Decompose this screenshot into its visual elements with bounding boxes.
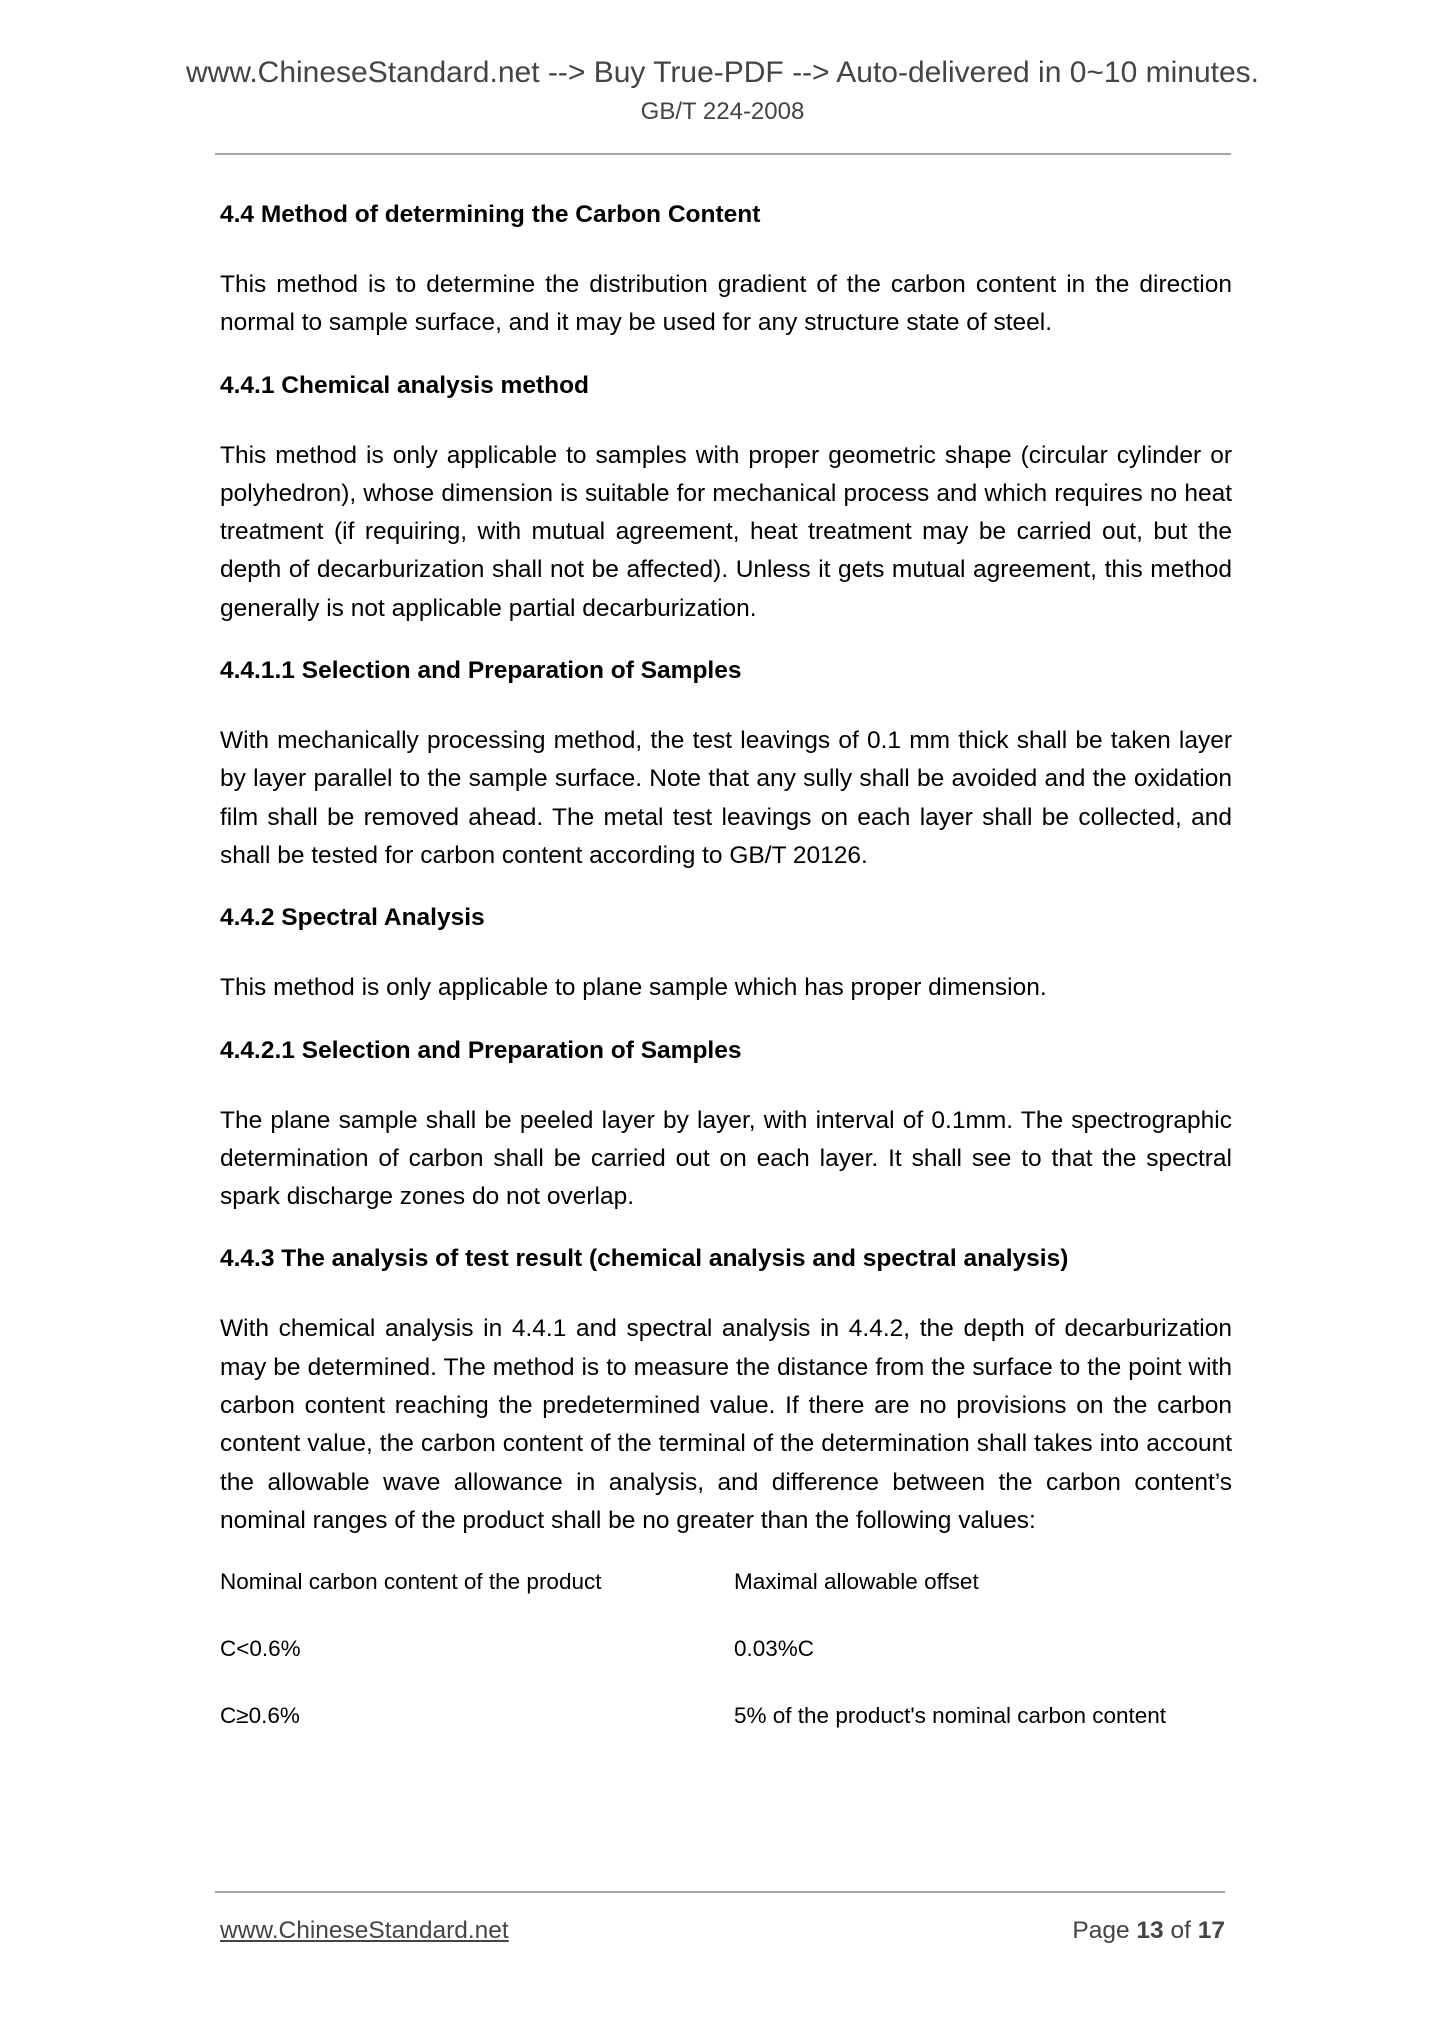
page-of: of [1170,1917,1191,1944]
page-prefix: Page [1072,1917,1130,1944]
table-cell: 0.03%C [734,1636,815,1662]
table-header-row [220,1568,1232,1635]
page-content [220,200,1232,1769]
section-4-4-2-1 [220,1036,1232,1217]
table-cell: C<0.6% [220,1636,301,1662]
section-paragraph: With chemical analysis in 4.4.1 and spectral analysis in 4.4.2, the depth of decarburization may be determined. The method is to measure the distance from the surface to the point with carbon content reaching the predetermined value. If there are no provisions on the carbon content value, the carbon content of the terminal of the determination shall takes into account the allowable wave allowance in analysis, and difference between the carbon content’s nominal ranges of the product shall be no greater than the following values: [220,1315,1232,1534]
section-heading: 4.4.1 Chemical analysis method [220,371,590,399]
section-paragraph: This method is only applicable to samples with proper geometric shape (circular cylinder or polyhedron), whose dimension is suitable for mechanical process and which requires no heat treatment (if requiring, with mutual agreement, heat treatment may be carried out, but the depth of decarburization shall not be affected). Unless it gets mutual agreement, this method generally is not applicable partial decarburization. [220,441,1232,622]
section-heading: 4.4.2 Spectral Analysis [220,904,485,932]
section-paragraph: With mechanically processing method, the test leavings of 0.1 mm thick shall be taken layer by layer parallel to the sample surface. Note that any sully shall be avoided and the oxidation film shall be removed ahead. The metal test leavings on each layer shall be collected, and shall be tested for carbon content according to GB/T 20126. [220,727,1232,869]
page-total: 17 [1197,1917,1225,1944]
section-paragraph: The plane sample shall be peeled layer by layer, with interval of 0.1mm. The spectrographic determination of carbon shall be carried out on each layer. It shall see to that the spectral spark discharge zones do not overlap. [220,1106,1232,1211]
section-4-4-3 [220,1244,1232,1540]
table-cell: C≥0.6% [220,1703,300,1729]
section-heading: 4.4 Method of determining the Carbon Content [220,201,761,228]
table-header-cell: Nominal carbon content of the product [220,1569,602,1595]
footer-divider [215,1891,1225,1893]
table-row [220,1635,1232,1702]
header-banner: www.ChineseStandard.net --> Buy True-PDF --> Auto-delivered in 0~10 minutes. [185,56,1260,89]
section-4-4 [220,200,1232,343]
section-paragraph: This method is only applicable to plane sample which has proper dimension. [220,974,1047,1002]
table-cell: 5% of the product's nominal carbon content [734,1703,1167,1729]
section-4-4-2 [220,903,1232,1007]
table-row [220,1702,1232,1769]
section-4-4-1-1 [220,656,1232,875]
page-number [1072,1916,1225,1946]
page-header [0,56,1445,126]
section-4-4-1 [220,371,1232,628]
document-id: GB/T 224-2008 [640,98,805,125]
page-current: 13 [1136,1917,1164,1944]
section-heading: 4.4.1.1 Selection and Preparation of Samples [220,657,742,685]
section-heading: 4.4.2.1 Selection and Preparation of Samples [220,1036,742,1064]
section-paragraph: This method is to determine the distribution gradient of the carbon content in the direction normal to sample surface, and it may be used for any structure state of steel. [220,271,1232,337]
header-divider [215,153,1231,155]
section-heading: 4.4.3 The analysis of test result (chemical analysis and spectral analysis) [220,1245,1069,1273]
footer-website-link[interactable]: www.ChineseStandard.net [220,1917,509,1944]
carbon-offset-table [220,1568,1232,1769]
table-header-cell: Maximal allowable offset [734,1569,979,1595]
